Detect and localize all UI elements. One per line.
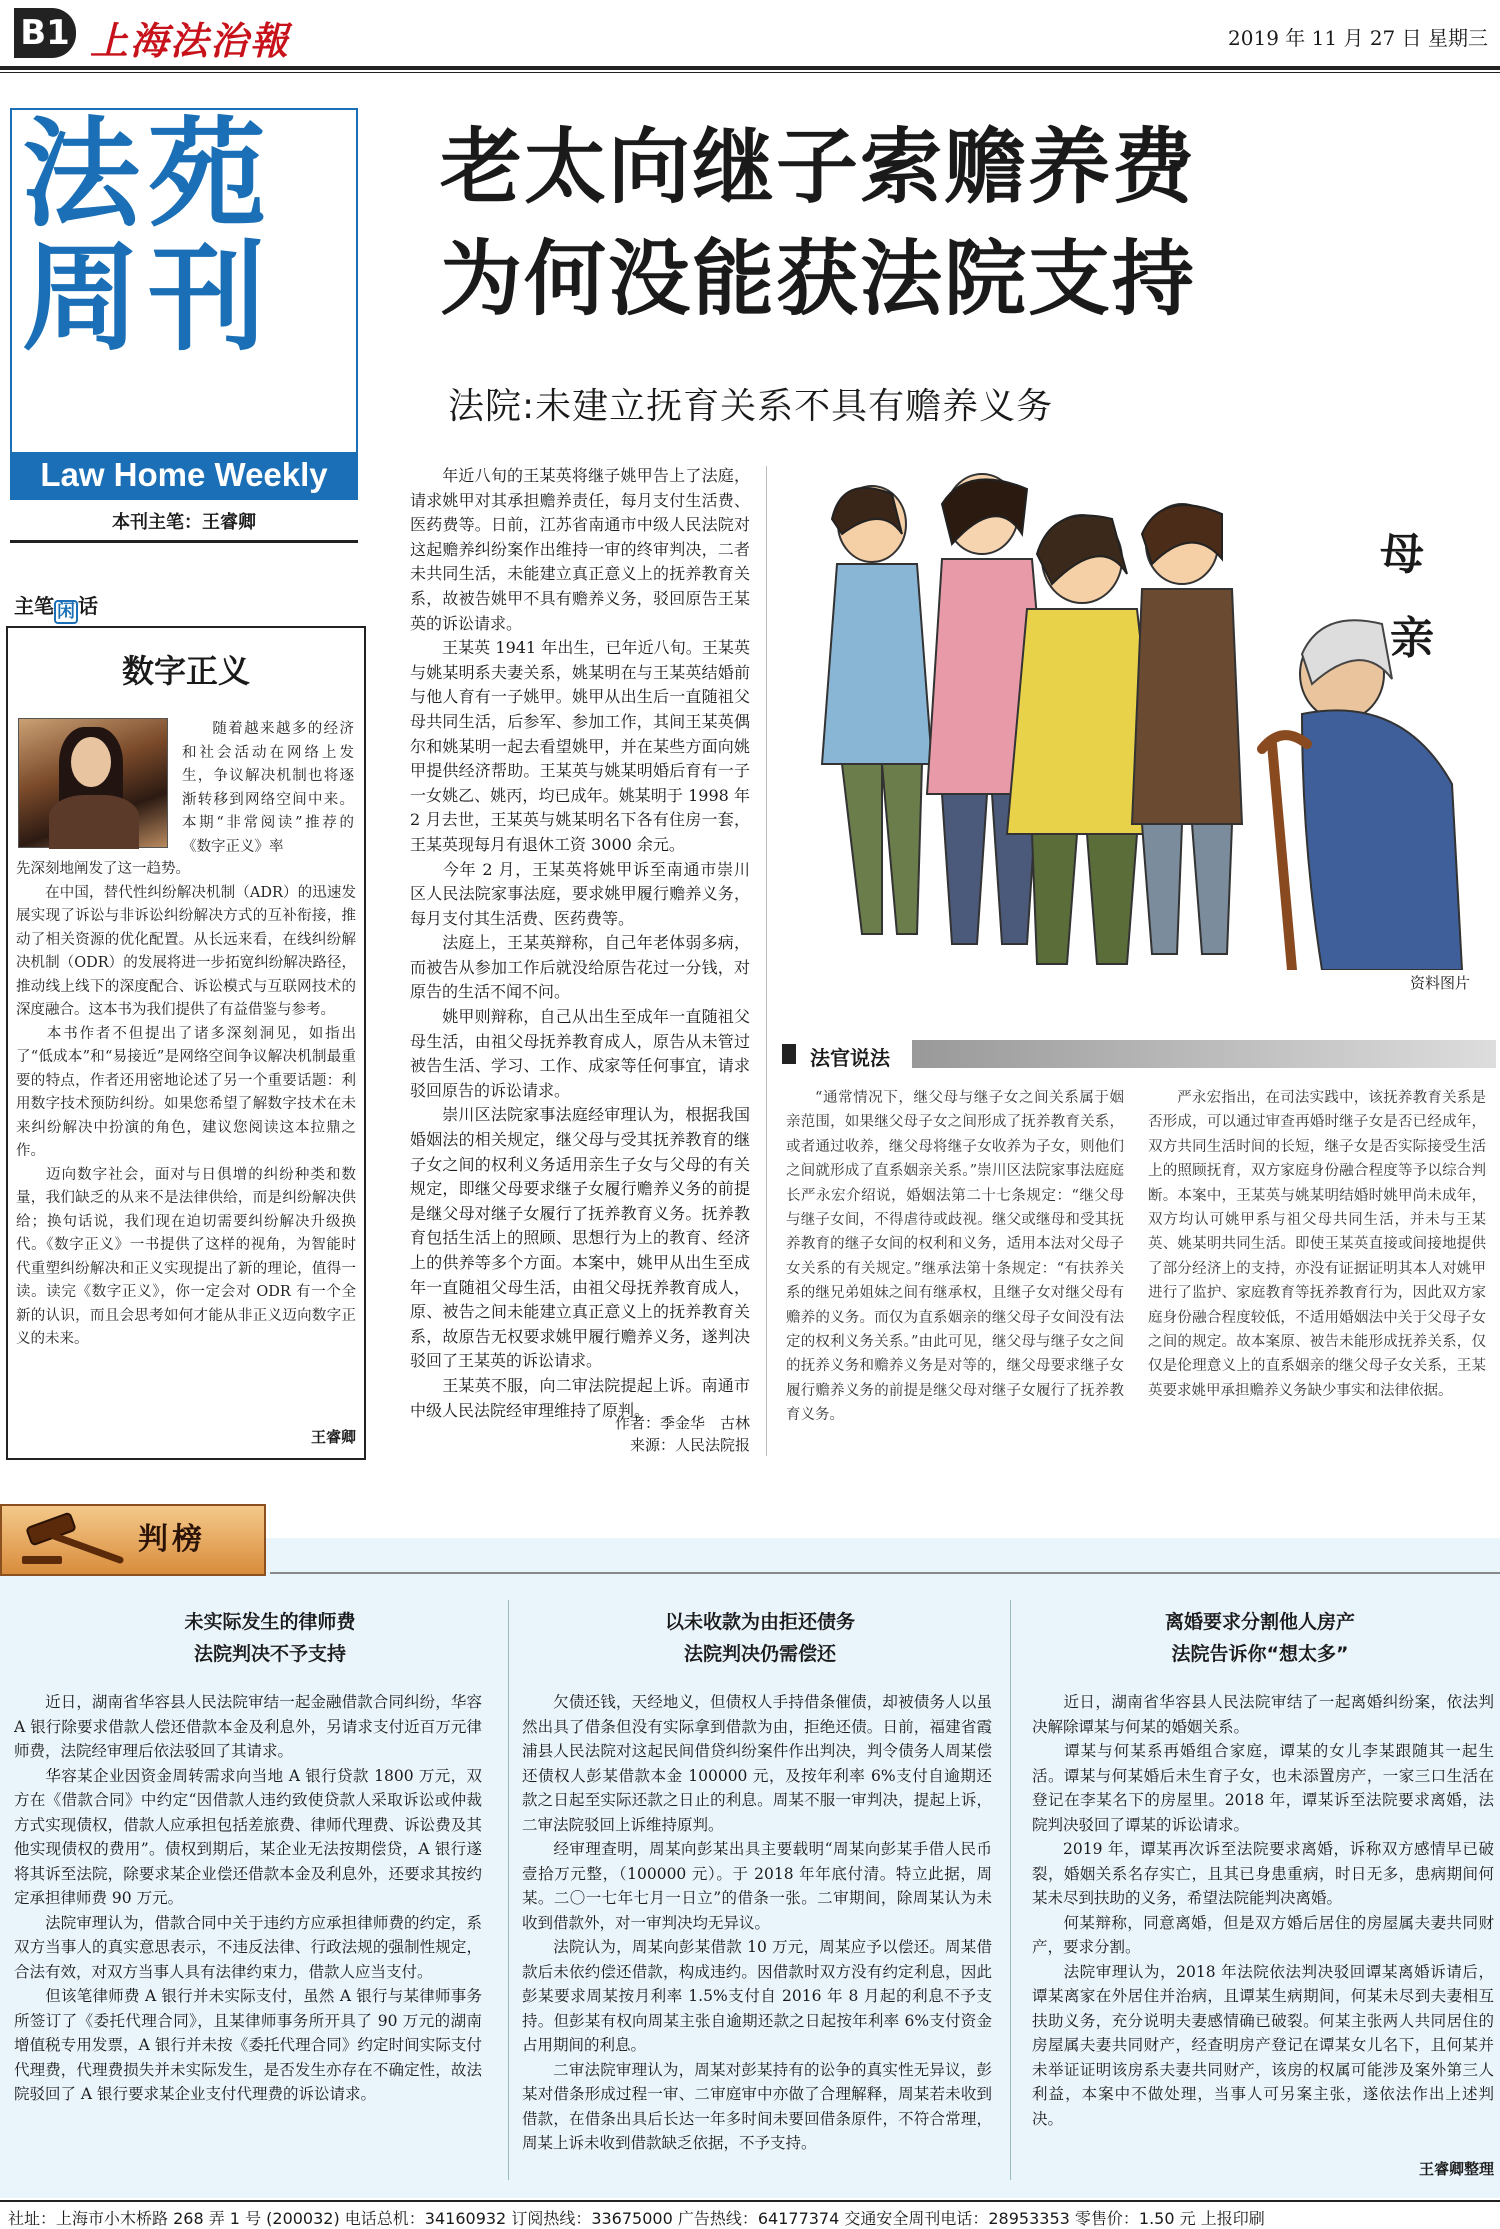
ruling-headline-line1: 离婚要求分割他人房产 bbox=[1164, 1611, 1355, 1633]
rulings-rule bbox=[270, 1572, 1500, 1574]
story-paragraph: 崇川区法院家事法庭经审理认为，根据我国婚姻法的相关规定，继父母与受其抚养教育的继子女之间的权利义务适用亲生子女与父母的有关规定，即继父母要求继子女履行赡养义务的前提是继父母对继子女履行了抚养教育义务。抚养教育包括生活上的照顾、思想行为上的教育、经济上的供养等多个方面。本案中，姚甲从出生至成年一直随祖父母生活，由祖父母抚养教育成人，原、被告之间未能建立真正意义上的抚养教育关系，故原告无权要求姚甲履行赡养义务，遂判决驳回了王某英的诉讼请求。 bbox=[410, 1105, 750, 1371]
ruling-headline bbox=[40, 1606, 500, 1670]
ruling-paragraph: 法院审理认为，借款合同中关于违约方应承担律师费的约定，系双方当事人的真实意思表示，不违反法律、行政法规的强制性规定，合法有效，对双方当事人具有法律约束力，借款人应当支付。 bbox=[14, 1913, 482, 1981]
story-paragraph: 姚甲则辩称，自己从出生至成年一直随祖父母生活，由祖父母抚养教育成人，原告从未管过被告生活、学习、工作、成家等任何事宜，请求驳回原告的诉讼请求。 bbox=[410, 1007, 750, 1100]
column-divider bbox=[766, 466, 767, 1456]
column-text-body bbox=[16, 858, 356, 1352]
judge-paragraph: “通常情况下，继父母与继子女之间关系属于姻亲范围，如果继父母子女之间形成了抚养教育关系，或者通过收养，继父母将继子女收养为子女，则他们之间就形成了直系姻亲关系。”崇川区法院家事法庭庭长严永宏介绍说，婚姻法第二十七条规定：“继父母与继子女间，不得虐待或歧视。继父或继母和受其抚养教育的继子女间的权利和义务，适用本法对父母子女关系的有关规定。”继承法第十条规定：“有扶养关系的继兄弟姐妹之间有继承权，且继子女对继父母有赡养的义务。而仅为直系姻亲的继父母子女间没有法定的权利义务关系。”由此可见，继父母与继子女之间的抚养义务和赡养义务是对等的，继父母要求继子女履行赡养义务的前提是继父母对继子女履行了抚养教育义务。 bbox=[786, 1090, 1124, 1424]
illustration-caption-1: 母 bbox=[1380, 529, 1424, 580]
byline-author: 作者：季金华 古林 bbox=[614, 1414, 750, 1432]
ruling-headline bbox=[530, 1606, 990, 1670]
ruling-headline-line1: 未实际发生的律师费 bbox=[184, 1611, 356, 1633]
rulings-tab-label: 判榜 bbox=[138, 1522, 206, 1557]
column-paragraph: 本书作者不但提出了诸多深刻洞见，如指出了“低成本”和“易接近”是网络空间争议解决机制最重要的特点，作者还用密地论述了另一个重要话题：利用数字技术预防纠纷。如果您希望了解数字技术在未来纠纷解决中扮演的角色，建议您阅读这本拉鼎之作。 bbox=[16, 1025, 356, 1159]
rulings-divider bbox=[1010, 1600, 1011, 2180]
column-label-post: 话 bbox=[78, 594, 98, 618]
ruling-paragraph: 近日，湖南省华容县人民法院审结一起金融借款合同纠纷，华容 A 银行除要求借款人偿还借款本金及利息外，另请求支付近百万元律师费，法院经审理后依法驳回了其请求。 bbox=[14, 1693, 482, 1760]
ruling-paragraph: 谭某与何某系再婚组合家庭，谭某的女儿李某跟随其一起生活。谭某与何某婚后未生育子女，也未添置房产，一家三口生活在登记在李某名下的房屋里。2018 年，谭某诉至法院要求离婚，法院判决驳回了谭某的诉讼请求。 bbox=[1032, 1742, 1494, 1834]
section-editor: 本刊主笔：王睿卿 bbox=[112, 512, 256, 533]
judge-says-marker bbox=[782, 1044, 796, 1064]
ruling-signature: 王睿卿整理 bbox=[1418, 2160, 1494, 2178]
footer-info: 社址：上海市小木桥路 268 弄 1 号 (200032) 电话总机：34160932 订阅热线：33675000 广告热线：64177374 交通安全周刊电话：28953353 零售价：1.50 元 上报印刷 bbox=[8, 2209, 1265, 2228]
header-rule bbox=[0, 66, 1500, 70]
story-paragraph: 法庭上，王某英辩称，自己年老体弱多病，而被告从参加工作后就没给原告花过一分钱，对原告的生活不闻不问。 bbox=[410, 933, 750, 1002]
main-story bbox=[410, 464, 750, 1423]
ruling-paragraph: 二审法院审理认为，周某对彭某持有的讼争的真实性无异议，彭某对借条形成过程一审、二审庭审中亦做了合理解释，周某若未收到借款，在借条出具后长达一年多时间未要回借条原件，不符合常理，周某上诉未收到借款缺乏依据，不予支持。 bbox=[522, 2060, 992, 2152]
column-paragraph: 迈向数字社会，面对与日俱增的纠纷种类和数量，我们缺乏的从来不是法律供给，而是纠纷解决供给；换句话说，我们现在迫切需要纠纷解决升级换代。《数字正义》一书提供了这样的视角，为智能时代重塑纠纷解决和正义实现提出了新的理论，值得一读。读完《数字正义》，你一定会对 ODR 有一个全新的认识，而且会思考如何才能从非正义迈向数字正义的未来。 bbox=[16, 1166, 356, 1347]
rulings-divider bbox=[508, 1600, 509, 2180]
section-title bbox=[22, 105, 352, 367]
gavel-icon bbox=[20, 1512, 130, 1568]
header-rule-thin bbox=[0, 72, 1500, 73]
ruling-paragraph: 2019 年，谭某再次诉至法院要求离婚，诉称双方感情早已破裂，婚姻关系名存实亡，且其已身患重病，时日无多，患病期间何某未尽到扶助的义务，希望法院能判决离婚。 bbox=[1032, 1840, 1494, 1907]
judge-says-label: 法官说法 bbox=[810, 1046, 890, 1070]
page-number-badge bbox=[14, 8, 76, 58]
masthead-rule bbox=[10, 540, 358, 543]
column-paragraph: 在中国，替代性纠纷解决机制（ADR）的迅速发展实现了诉讼与非诉讼纠纷解决方式的互补衔接，推动了相关资源的优化配置。从长远来看，在线纠纷解决机制（ODR）的发展将进一步拓宽纠纷解决路径，推动线上线下的深度配合、诉讼模式与互联网技术的深度融合。这本书为我们提供了有益借鉴与参考。 bbox=[16, 884, 356, 1018]
author-photo bbox=[18, 718, 168, 848]
sub-headline: 法院:未建立抚育关系不具有赡养义务 bbox=[448, 386, 1054, 427]
column-text-top bbox=[182, 718, 354, 859]
judge-paragraph: 严永宏指出，在司法实践中，该抚养教育关系是否形成，可以通过审查再婚时继子女是否已经成年，双方共同生活时间的长短，继子女是否实际接受生活上的照顾抚育，双方家庭身份融合程度等予以综合判断。本案中，王某英与姚某明结婚时姚甲尚未成年，双方均认可姚甲系与祖父母共同生活，并未与王某英、姚某明共同生活。即使王某英直接或间接地提供了部分经济上的支持，亦没有证据证明其本人对姚甲进行了监护、家庭教育等抚养教育行为，因此双方家庭身份融合程度较低，不适用婚姻法中关于父母子女之间的规定。故本案原、被告未能形成抚养关系，仅仅是伦理意义上的直系姻亲的继父母子女关系，王某英要求姚甲承担赡养义务缺少事实和法律依据。 bbox=[1148, 1090, 1486, 1399]
ruling-body bbox=[14, 1690, 482, 2107]
story-byline bbox=[410, 1412, 750, 1456]
illustration-caption-2: 亲 bbox=[1390, 613, 1434, 664]
newspaper-name: 上海法治報 bbox=[90, 18, 291, 63]
column-signature: 王睿卿 bbox=[310, 1428, 356, 1446]
ruling-headline-line1: 以未收款为由拒还债务 bbox=[664, 1611, 855, 1633]
column-paragraph: 先深刻地阐发了这一趋势。 bbox=[16, 861, 190, 877]
ruling-paragraph: 何某辩称，同意离婚，但是双方婚后居住的房屋属夫妻共同财产，要求分割。 bbox=[1032, 1913, 1494, 1956]
column-paragraph-0: 随着越来越多的经济和社会活动在网络上发生，争议解决机制也将逐渐转移到网络空间中来。本期“非常阅读”推荐的《数字正义》率 bbox=[182, 721, 354, 855]
judge-says-col-a bbox=[786, 1086, 1124, 1428]
page-number: B1 bbox=[20, 13, 70, 53]
section-title-line2: 周刊 bbox=[22, 229, 275, 367]
illustration-credit: 资料图片 bbox=[1410, 974, 1471, 992]
story-paragraph: 今年 2 月，王某英将姚甲诉至南通市崇川区人民法院家事法庭，要求姚甲履行赡养义务，每月支付其生活费、医药费等。 bbox=[410, 859, 750, 928]
story-paragraph: 王某英不服，向二审法院提起上诉。南通市中级人民法院经审理维持了原判。 bbox=[410, 1375, 750, 1420]
story-paragraph: 年近八旬的王某英将继子姚甲告上了法庭，请求姚甲对其承担赡养责任，每月支付生活费、医药费等。日前，江苏省南通市中级人民法院对这起赡养纠纷案作出维持一审的终审判决，二者未共同生活，未能建立真正意义上的抚养教育关系，故被告姚甲不具有赡养义务，驳回原告王某英的诉讼请求。 bbox=[410, 466, 750, 633]
section-title-line1: 法苑 bbox=[22, 105, 275, 243]
ruling-body bbox=[522, 1690, 992, 2156]
byline-source: 来源：人民法院报 bbox=[629, 1436, 750, 1454]
ruling-paragraph: 法院审理认为，2018 年法院依法判决驳回谭某离婚诉请后，谭某离家在外居住并治病，且谭某生病期间，何某未尽到夫妻相互扶助义务，充分说明夫妻感情确已破裂。何某主张两人共同居住的房屋属夫妻共同财产，经查明房产登记在谭某女儿名下，且何某并未举证证明该房系夫妻共同财产，该房的权属可能涉及案外第三人利益，本案中不做处理，当事人可另案主张，遂依法作出上述判决。 bbox=[1032, 1962, 1494, 2128]
story-paragraph: 王某英 1941 年出生，已年近八旬。王某英与姚某明系夫妻关系，姚某明在与王某英结婚前与他人育有一子姚甲。姚甲从出生后一直随祖父母共同生活，后参军、参加工作，其间王某英偶尔和姚某明一起去看望姚甲，并在某些方面向姚甲提供经济帮助。王某英与姚某明婚后育有一子一女姚乙、姚丙，均已成年。姚某明于 1998 年 2 月去世，王某英与姚某明名下各有住房一套，王某英现每月有退休工资 3000 余元。 bbox=[410, 638, 750, 854]
section-english-title: Law Home Weekly bbox=[12, 452, 356, 498]
ruling-body bbox=[1032, 1690, 1494, 2131]
column-label bbox=[14, 590, 98, 624]
ruling-paragraph: 欠债还钱，天经地义，但债权人手持借条催债，却被债务人以虽然出具了借条但没有实际拿到借款为由，拒绝还债。日前，福建省霞浦县人民法院对这起民间借贷纠纷案件作出判决，判令债务人周某偿还债权人彭某借款本金 100000 元，及按年利率 6%支付自逾期还款之日起至实际还款之日止的利息。周某不服一审判决，提起上诉，二审法院驳回上诉维持原判。 bbox=[522, 1693, 992, 1834]
main-headline bbox=[440, 112, 1480, 336]
column-label-icon: 闲 bbox=[54, 600, 78, 624]
ruling-headline bbox=[1030, 1606, 1490, 1670]
headline-line2: 为何没能获法院支持 bbox=[440, 232, 1197, 327]
footer-rule bbox=[0, 2200, 1500, 2202]
issue-date: 2019 年 11 月 27 日 星期三 bbox=[1228, 26, 1488, 50]
headline-line1: 老太向继子索赡养费 bbox=[440, 120, 1197, 215]
ruling-headline-line2: 法院告诉你“想太多” bbox=[1171, 1643, 1349, 1665]
judge-says-col-b bbox=[1148, 1086, 1486, 1403]
ruling-paragraph: 华容某企业因资金周转需求向当地 A 银行贷款 1800 万元，双方在《借款合同》中约定“因借款人违约致使贷款人采取诉讼或仲裁方式实现债权，借款人应承担包括差旅费、律师代理费、诉讼费及其他实现债权的费用”。债权到期后，某企业无法按期偿贷，A 银行遂将其诉至法院，除要求某企业偿还借款本金及利息外，还要求其按约定承担律师费 90 万元。 bbox=[14, 1766, 482, 1907]
column-label-pre: 主笔 bbox=[14, 594, 54, 618]
ruling-paragraph: 法院认为，周某向彭某借款 10 万元，周某应予以偿还。周某借款后未依约偿还借款，构成违约。因借款时双方没有约定利息，因此彭某要求周某按月利率 1.5%支付自 2016 年 8 月起的利息不予支持。但彭某有权向周某主张自逾期还款之日起按年利率 6%支付资金占用期间的利息。 bbox=[522, 1938, 992, 2054]
ruling-paragraph: 近日，湖南省华容县人民法院审结了一起离婚纠纷案，依法判决解除谭某与何某的婚姻关系。 bbox=[1032, 1693, 1494, 1736]
ruling-headline-line2: 法院判决不予支持 bbox=[193, 1643, 346, 1665]
ruling-headline-line2: 法院判决仍需偿还 bbox=[683, 1643, 836, 1665]
ruling-paragraph: 经审理查明，周某向彭某出具主要载明“周某向彭某手借人民币壹拾万元整，（100000 元）。于 2018 年年底付清。特立此据，周某。二〇一七年七月一日立”的借条一张。二审期间，除周某认为未收到借款外，对一审判决均无异议。 bbox=[522, 1840, 992, 1932]
column-title: 数字正义 bbox=[121, 652, 250, 690]
ruling-paragraph: 但该笔律师费 A 银行并未实际支付，虽然 A 银行与某律师事务所签订了《委托代理合同》，且某律师事务所开具了 90 万元的湖南增值税专用发票，A 银行并未按《委托代理合同》约定时间实际支付代理费，代理费损失并未实际发生，是否发生亦存在不确定性，故法院驳回了 A 银行要求某企业支付代理费的诉讼请求。 bbox=[14, 1987, 482, 2103]
